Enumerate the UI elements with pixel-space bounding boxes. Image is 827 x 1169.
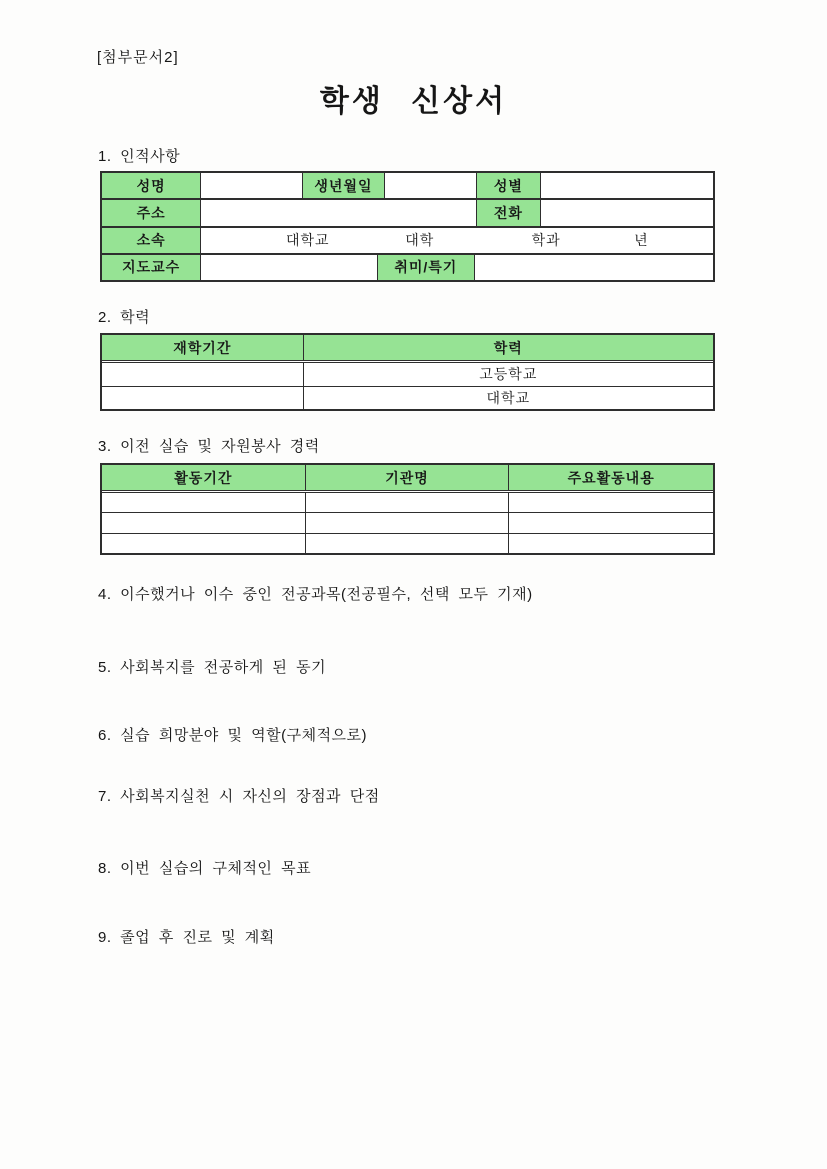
birthdate-label-cell: 생년월일 — [303, 173, 385, 198]
table-row — [102, 228, 713, 255]
table-row — [102, 363, 713, 387]
name-label-cell: 성명 — [102, 173, 201, 198]
organization-cell — [306, 493, 510, 512]
school-cell: 대학교 — [486, 389, 531, 406]
main-activities-cell — [509, 513, 713, 532]
phone-label-cell: 전화 — [477, 200, 542, 225]
address-value-cell — [201, 200, 476, 225]
section-heading-major-motivation: 5. 사회복지를 전공하게 된 동기 — [98, 659, 327, 676]
organization-header: 기관명 — [306, 465, 510, 490]
gender-value-cell — [541, 173, 713, 198]
education-level-header: 학력 — [304, 335, 713, 360]
affiliation-label-cell: 소속 — [102, 228, 201, 253]
section-heading-career-plan: 9. 졸업 후 진로 및 계획 — [98, 929, 275, 946]
table-header-row — [102, 335, 713, 363]
personal-info-table — [100, 171, 715, 282]
period-cell — [102, 363, 304, 386]
main-activities-cell — [509, 493, 713, 512]
affiliation-value-cell — [201, 228, 713, 253]
table-row — [102, 534, 713, 553]
phone-value-cell — [541, 200, 713, 225]
table-row — [102, 513, 713, 533]
year-suffix-label: 년 — [634, 232, 649, 249]
table-row — [102, 255, 713, 280]
section-heading-practice-goals: 8. 이번 실습의 구체적인 목표 — [98, 860, 312, 877]
section-heading-experience: 3. 이전 실습 및 자원봉사 경력 — [98, 438, 320, 455]
table-row — [102, 387, 713, 410]
hobby-label-cell: 취미/특기 — [378, 255, 474, 280]
advisor-label-cell: 지도교수 — [102, 255, 201, 280]
enrollment-period-header: 재학기간 — [102, 335, 304, 360]
birthdate-value-cell — [385, 173, 476, 198]
gender-label-cell: 성별 — [477, 173, 542, 198]
activity-period-header: 활동기간 — [102, 465, 306, 490]
period-cell — [102, 387, 304, 410]
section-heading-desired-field: 6. 실습 희망분야 및 역할(구체적으로) — [98, 727, 368, 744]
school-cell: 고등학교 — [479, 366, 538, 383]
section-heading-personal-info: 1. 인적사항 — [98, 148, 181, 165]
table-row — [102, 200, 713, 227]
attachment-doc-tag: [첨부문서2] — [97, 49, 179, 66]
organization-cell — [306, 513, 510, 532]
activity-period-cell — [102, 534, 306, 553]
table-row — [102, 173, 713, 200]
education-table — [100, 333, 715, 411]
activity-period-cell — [102, 493, 306, 512]
name-value-cell — [201, 173, 302, 198]
activity-period-cell — [102, 513, 306, 532]
page-title: 학생 신상서 — [319, 85, 508, 118]
experience-table — [100, 463, 715, 555]
main-activities-cell — [509, 534, 713, 553]
section-heading-strengths-weaknesses: 7. 사회복지실천 시 자신의 장점과 단점 — [98, 788, 380, 805]
organization-cell — [306, 534, 510, 553]
hobby-value-cell — [475, 255, 713, 280]
university-suffix-label: 대학교 — [285, 232, 330, 249]
department-suffix-label: 학과 — [531, 232, 561, 249]
main-activities-header: 주요활동내용 — [509, 465, 713, 490]
college-suffix-label: 대학 — [405, 232, 435, 249]
section-heading-major-courses: 4. 이수했거나 이수 중인 전공과목(전공필수, 선택 모두 기재) — [98, 586, 533, 603]
section-heading-education: 2. 학력 — [98, 309, 151, 326]
advisor-value-cell — [201, 255, 378, 280]
table-header-row — [102, 465, 713, 493]
table-row — [102, 493, 713, 513]
address-label-cell: 주소 — [102, 200, 201, 225]
